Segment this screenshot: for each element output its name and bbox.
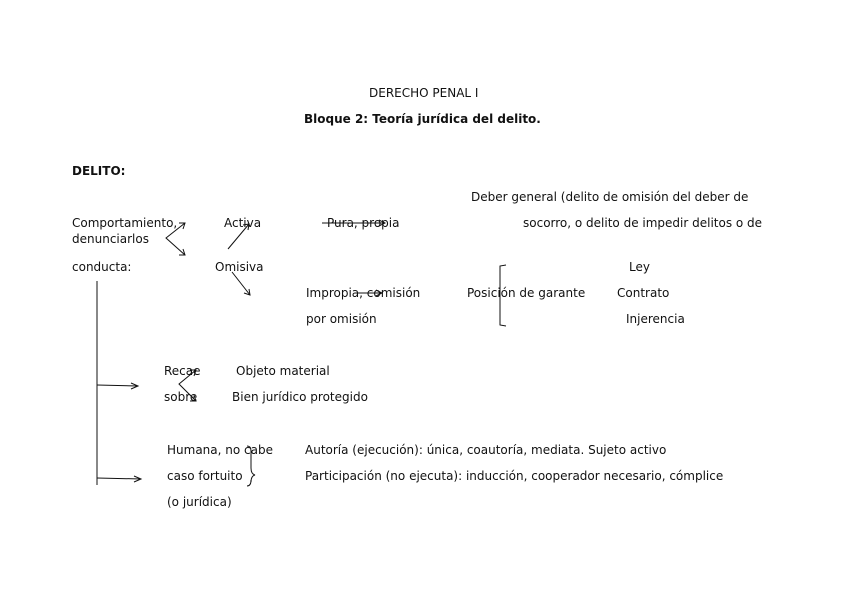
fuente-ley: Ley bbox=[629, 260, 650, 274]
omisiva-label: Omisiva bbox=[215, 260, 264, 274]
impropia-line1: Impropia, comisión bbox=[306, 286, 421, 300]
sujeto-line2: caso fortuito bbox=[167, 469, 243, 483]
fuente-contrato: Contrato bbox=[617, 286, 670, 300]
block-title: Bloque 2: Teoría jurídica del delito. bbox=[304, 112, 541, 126]
impropia-line2: por omisión bbox=[306, 312, 377, 326]
deber-general-line2: socorro, o delito de impedir delitos o de bbox=[523, 216, 763, 230]
posicion-garante: Posición de garante bbox=[467, 286, 586, 300]
fuente-injerencia: Injerencia bbox=[626, 312, 685, 326]
bien-juridico: Bien jurídico protegido bbox=[232, 390, 368, 404]
conducta-line2: denunciarlos bbox=[72, 232, 149, 246]
objeto-material: Objeto material bbox=[236, 364, 330, 378]
recae-line2: sobre bbox=[164, 390, 198, 404]
activa-label: Activa bbox=[224, 216, 262, 230]
conducta-line3: conducta: bbox=[72, 260, 132, 274]
conducta-line1: Comportamiento, bbox=[72, 216, 178, 230]
arrow-omisiva bbox=[232, 272, 250, 295]
arrow-to-recae bbox=[97, 385, 138, 386]
pura-propia-label: Pura, propia bbox=[327, 216, 400, 230]
autoria-text: Autoría (ejecución): única, coautoría, mediata. Sujeto activo bbox=[305, 443, 667, 457]
section-heading: DELITO: bbox=[72, 164, 126, 178]
sujeto-line3: (o jurídica) bbox=[167, 495, 232, 509]
course-title: DERECHO PENAL I bbox=[369, 86, 479, 100]
recae-line1: Recae bbox=[164, 364, 201, 378]
participacion-text: Participación (no ejecuta): inducción, cooperador necesario, cómplice bbox=[305, 469, 724, 483]
arrow-to-sujeto bbox=[97, 478, 141, 479]
sujeto-line1: Humana, no cabe bbox=[167, 443, 273, 457]
deber-general-line1: Deber general (delito de omisión del deber de bbox=[471, 190, 749, 204]
